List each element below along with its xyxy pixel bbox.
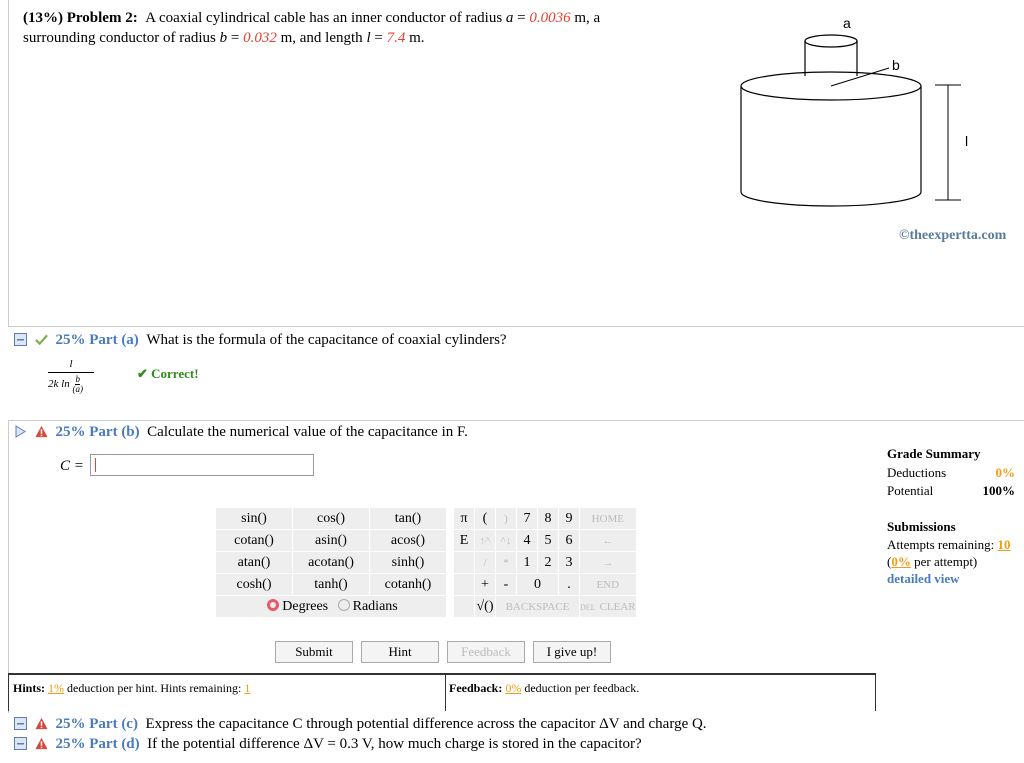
key-up[interactable]: ↑^ xyxy=(475,530,496,552)
key-blank xyxy=(454,552,475,574)
part-a-percent: 25% xyxy=(55,332,86,348)
degrees-radio[interactable] xyxy=(267,599,279,611)
key-plus[interactable]: + xyxy=(475,574,496,596)
key-7[interactable]: 7 xyxy=(517,508,538,530)
var-a: a xyxy=(505,10,514,26)
hints-feedback-bar xyxy=(8,673,876,711)
deductions-label: Deductions xyxy=(887,465,947,480)
hints-label: Hints: xyxy=(13,681,46,695)
key-rparen[interactable]: ) xyxy=(496,508,517,530)
formula-numerator: l xyxy=(48,358,94,373)
eq-2: = xyxy=(227,30,244,46)
collapse-icon[interactable] xyxy=(14,737,27,750)
per-attempt-label: per attempt) xyxy=(910,554,978,569)
key-home[interactable]: HOME xyxy=(580,508,637,530)
key-atan[interactable]: atan() xyxy=(216,552,293,574)
key-cos[interactable]: cos() xyxy=(293,508,370,530)
key-acos[interactable]: acos() xyxy=(370,530,447,552)
key-5[interactable]: 5 xyxy=(538,530,559,552)
part-d-percent: 25% xyxy=(55,736,86,752)
diagram-label-b: b xyxy=(892,57,900,73)
part-b-header xyxy=(14,424,468,441)
checkmark-icon xyxy=(35,333,48,346)
key-slash[interactable]: / xyxy=(475,552,496,574)
key-acotan[interactable]: acotan() xyxy=(293,552,370,574)
key-clear[interactable]: CLEAR xyxy=(599,600,636,613)
ratio-bottom: a xyxy=(75,384,80,394)
potential-value: 100% xyxy=(982,483,1015,498)
eq-3: = xyxy=(370,30,387,46)
unit-b: m, and length xyxy=(276,30,367,46)
per-attempt-row xyxy=(887,553,1015,570)
grade-title: Grade Summary xyxy=(887,446,981,461)
formula-ratio: ( $\frac{b}{a}$ ) xyxy=(72,374,83,394)
hints-pct: 1% xyxy=(48,681,65,695)
keypad xyxy=(215,507,637,618)
keypad-gap xyxy=(447,508,454,530)
attempts-row xyxy=(887,536,1015,553)
problem-container xyxy=(8,0,1024,327)
key-sqrt[interactable]: √() xyxy=(475,596,496,618)
formula-den-text: 2k ln xyxy=(48,378,70,391)
submissions-title: Submissions xyxy=(887,519,956,534)
key-left[interactable]: ← xyxy=(580,530,637,552)
diagram-label-l: l xyxy=(965,133,969,149)
attempts-label: Attempts remaining: xyxy=(887,537,998,552)
input-label: C = xyxy=(60,458,84,474)
detailed-view-link[interactable]: detailed view xyxy=(887,571,960,586)
key-backspace[interactable]: BACKSPACE xyxy=(496,596,580,618)
del-clear-group xyxy=(580,596,637,618)
expand-arrow-icon[interactable] xyxy=(14,425,27,438)
part-a-formula xyxy=(48,358,94,394)
feedback-button[interactable]: Feedback xyxy=(447,641,525,663)
radians-radio[interactable] xyxy=(338,599,350,611)
key-9[interactable]: 9 xyxy=(559,508,580,530)
key-blank xyxy=(454,596,475,618)
part-a-question: What is the formula of the capacitance of coaxial cylinders? xyxy=(146,332,507,348)
give-up-button[interactable]: I give up! xyxy=(533,641,611,663)
key-blank xyxy=(454,574,475,596)
correct-status: ✔ Correct! xyxy=(137,366,199,381)
key-3[interactable]: 3 xyxy=(559,552,580,574)
grade-summary xyxy=(887,446,1015,587)
key-cotan[interactable]: cotan() xyxy=(216,530,293,552)
diagram-label-a: a xyxy=(843,15,851,31)
value-b: 0.032 xyxy=(243,30,277,46)
key-asin[interactable]: asin() xyxy=(293,530,370,552)
key-down[interactable]: ^↓ xyxy=(496,530,517,552)
key-minus[interactable]: - xyxy=(496,574,517,596)
key-star[interactable]: * xyxy=(496,552,517,574)
part-b-percent: 25% xyxy=(55,424,86,440)
part-b-question: Calculate the numerical value of the capacitance in F. xyxy=(147,424,468,440)
problem-text-2: surrounding conductor of radius xyxy=(23,30,220,46)
problem-text-1: A coaxial cylindrical cable has an inner conductor of radius xyxy=(145,10,506,26)
var-b: b xyxy=(219,30,228,46)
feedback-label: Feedback: xyxy=(449,681,503,695)
value-a: 0.0036 xyxy=(529,10,571,26)
key-tanh[interactable]: tanh() xyxy=(293,574,370,596)
hint-button[interactable]: Hint xyxy=(361,641,439,663)
part-d-header xyxy=(14,736,642,753)
keypad-gap xyxy=(447,552,454,574)
hints-divider xyxy=(445,675,446,711)
part-a-header xyxy=(14,332,507,349)
warning-icon xyxy=(35,425,48,438)
key-4[interactable]: 4 xyxy=(517,530,538,552)
collapse-icon[interactable] xyxy=(14,333,27,346)
unit-a: m, a xyxy=(570,10,601,26)
hints-info xyxy=(13,681,250,696)
key-1[interactable]: 1 xyxy=(517,552,538,574)
feedback-info xyxy=(449,681,639,696)
copyright: ©theexpertta.com xyxy=(899,228,1007,243)
text-cursor xyxy=(95,458,96,472)
hints-remaining: 1 xyxy=(244,681,251,695)
radians-label: Radians xyxy=(352,598,398,614)
per-attempt-value: 0% xyxy=(891,554,911,569)
part-c-question: Express the capacitance C through potential difference across the capacitor ΔV and charge Q. xyxy=(145,716,707,732)
problem-label: Problem 2: xyxy=(66,10,138,26)
warning-icon xyxy=(35,717,48,730)
keypad-gap xyxy=(447,574,454,596)
key-sin[interactable]: sin() xyxy=(216,508,293,530)
value-l: 7.4 xyxy=(386,30,406,46)
attempts-value: 10 xyxy=(997,537,1011,552)
potential-label: Potential xyxy=(887,483,934,498)
eq-1: = xyxy=(513,10,530,26)
part-d-question: If the potential difference ΔV = 0.3 V, how much charge is stored in the capacitor? xyxy=(147,736,642,752)
per-attempt-open: ( xyxy=(887,554,892,569)
key-tan[interactable]: tan() xyxy=(370,508,447,530)
part-b-label: Part (b) xyxy=(89,424,140,440)
deductions-row xyxy=(887,464,1015,482)
key-pi[interactable]: π xyxy=(454,508,475,530)
key-0[interactable]: 0 xyxy=(517,574,559,596)
submit-button[interactable]: Submit xyxy=(275,641,353,663)
key-dot[interactable]: . xyxy=(559,574,580,596)
key-del[interactable]: DEL xyxy=(580,602,596,612)
key-cosh[interactable]: cosh() xyxy=(216,574,293,596)
part-d-label: Part (d) xyxy=(89,736,140,752)
keypad-gap xyxy=(447,530,454,552)
potential-row xyxy=(887,482,1015,500)
formula-denominator xyxy=(48,373,94,394)
feedback-text: deduction per feedback. xyxy=(521,681,640,695)
key-end[interactable]: END xyxy=(580,574,637,596)
collapse-icon[interactable] xyxy=(14,717,27,730)
angle-mode-group xyxy=(216,596,447,618)
key-8[interactable]: 8 xyxy=(538,508,559,530)
problem-weight: (13%) xyxy=(23,10,63,26)
answer-input[interactable] xyxy=(90,454,314,476)
key-2[interactable]: 2 xyxy=(538,552,559,574)
var-l: l xyxy=(366,30,371,46)
key-cotanh[interactable]: cotanh() xyxy=(370,574,447,596)
key-e[interactable]: E xyxy=(454,530,475,552)
hints-text: deduction per hint. Hints remaining: xyxy=(64,681,245,695)
deductions-value: 0% xyxy=(995,465,1015,480)
ratio-top: b xyxy=(75,374,80,384)
key-lparen[interactable]: ( xyxy=(475,508,496,530)
part-a-label: Part (a) xyxy=(89,332,139,348)
key-right[interactable]: → xyxy=(580,552,637,574)
unit-l: m. xyxy=(405,30,425,46)
part-c-header xyxy=(14,716,707,733)
part-c-percent: 25% xyxy=(55,716,86,732)
problem-statement xyxy=(23,8,663,48)
warning-icon xyxy=(35,737,48,750)
key-6[interactable]: 6 xyxy=(559,530,580,552)
coaxial-cable-diagram xyxy=(739,10,979,210)
key-sinh[interactable]: sinh() xyxy=(370,552,447,574)
degrees-label: Degrees xyxy=(282,598,329,614)
part-c-label: Part (c) xyxy=(89,716,138,732)
feedback-pct: 0% xyxy=(505,681,522,695)
keypad-gap xyxy=(447,596,454,618)
